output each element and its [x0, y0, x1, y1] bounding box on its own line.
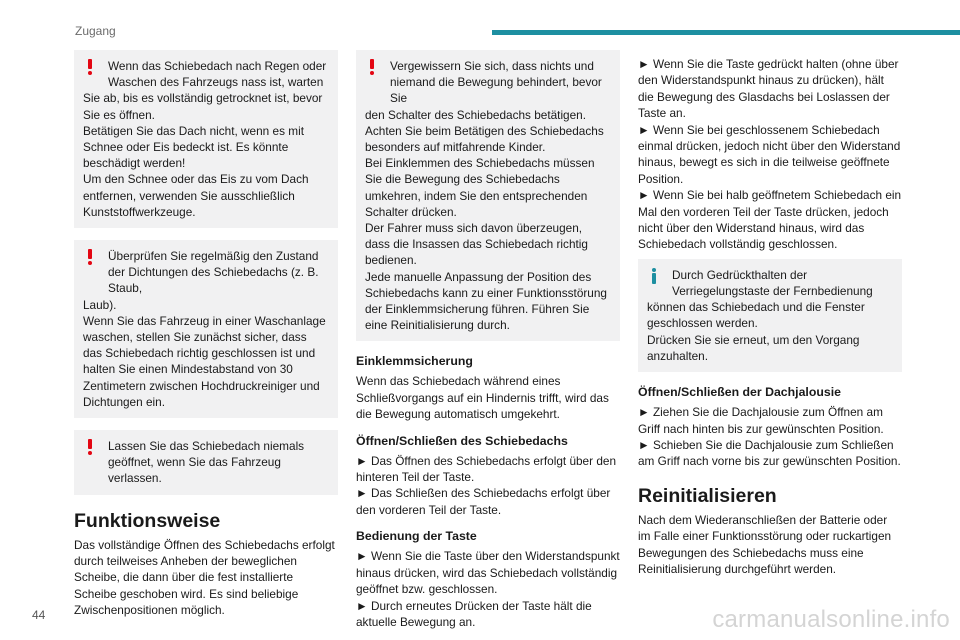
warning-text-first: Lassen Sie das Schiebedach niemals geöffnet, wenn Sie das Fahrzeug verlassen. [108, 439, 305, 486]
info-icon [649, 267, 659, 285]
step-list-jalousie [638, 404, 902, 470]
exclamation-icon [366, 58, 378, 74]
warning-text: Sie ab, bis es vollständig getrocknet ist, bevor Sie es öffnen. Betätigen Sie das Dach nicht, wenn es mit Schnee oder Eis bedeckt ist. Es könnte beschädigt werden! Um den Schnee oder das Eis zu vom Dach entfernen, verwenden Sie ausschließlich Kunststoffwerkzeuge. [83, 91, 323, 219]
warning-text-first: Vergewissern Sie sich, dass nichts und niemand die Bewegung behindert, bevor Sie [390, 59, 602, 106]
subhead-dachjalousie: Öffnen/Schließen der Dachjalousie [638, 385, 841, 400]
exclamation-icon [84, 58, 96, 74]
section-title-reinitialisieren: Reinitialisieren [638, 484, 777, 507]
list-item: ► Wenn Sie bei geschlossenem Schiebedach einmal drücken, jedoch nicht über den Widerstand hinaus, bewegt es sich in die teilweise geöffnete Position. [638, 122, 901, 186]
watermark: carmanualsonline.info [712, 606, 950, 633]
warning-box-leave-open [74, 430, 338, 495]
paragraph-einklemmsicherung: Wenn das Schiebedach während eines Schließvorgangs auf ein Hindernis trifft, wird das die Bewegung automatisch umgekehrt. [356, 374, 609, 422]
warning-text-first: Überprüfen Sie regelmäßig den Zustand der Dichtungen des Schiebedachs (z. B. Staub, [108, 249, 319, 296]
info-box-remote [638, 259, 902, 372]
list-item: ► Durch erneutes Drücken der Taste hält die aktuelle Bewegung an. [356, 598, 592, 629]
section-title-funktionsweise: Funktionsweise [74, 509, 221, 532]
info-text-first: Durch Gedrückthalten der Verriegelungstaste der Fernbedienung [672, 267, 873, 299]
warning-box-wet-roof [74, 50, 338, 228]
list-item: ► Das Schließen des Schiebedachs erfolgt über den vorderen Teil der Taste. [356, 486, 611, 517]
warning-text: den Schalter des Schiebedachs betätigen. Achten Sie beim Betätigen des Schiebedachs besonders auf mitfahrende Kinder. Bei Einklemmen des Schiebedachs müssen Sie die Bewegung des Schiebedachs umkehren, indem Sie den entsprechenden Schalter drücken. Der Fahrer muss sich davon überzeugen, dass die Insassen das Schiebedach richtig bedienen. Jede manuelle Anpassung der Position des Schiebedachs kann zu einer Funktionsstörung der Einklemmsicherung führen. Führen Sie eine Reinitialisierung durch. [365, 107, 607, 333]
column-3 [638, 50, 902, 581]
exclamation-icon [84, 248, 96, 264]
warning-box-seals [74, 240, 338, 418]
step-list-oeffnen [356, 453, 620, 519]
warning-text: Laub). Wenn Sie das Fahrzeug in einer Waschanlage waschen, stellen Sie zunächst sicher, dass das Schiebedach richtig geschlossen ist und halten Sie einen Mindestabstand von 30 Zentimetern zwischen Hochdruckreiniger und Dichtungen ein. [83, 297, 326, 409]
info-text: können das Schiebedach und die Fenster geschlossen werden. Drücken Sie sie erneut, um den Vorgang anzuhalten. [647, 300, 865, 363]
list-item: ► Wenn Sie die Taste über den Widerstandspunkt hinaus drücken, wird das Schiebedach vollständig geöffnet bzw. geschlossen. [356, 549, 620, 597]
running-header: Zugang [75, 24, 116, 38]
paragraph-reinitialisieren: Nach dem Wiederanschließen der Batterie oder im Falle einer Funktionsstörung oder ruckartigen Bewegungen des Schiebedachs muss eine Reinitialisierung durchgeführt werden. [638, 512, 892, 576]
warning-text-first: Wenn das Schiebedach nach Regen oder Waschen des Fahrzeugs nass ist, warten [108, 59, 327, 90]
list-item: ► Wenn Sie die Taste gedrückt halten (ohne über den Widerstandspunkt hinaus zu drücken), hält die Bewegung des Glasdachs bei Loslassen der Taste an. [638, 57, 899, 121]
list-item: ► Das Öffnen des Schiebedachs erfolgt über den hinteren Teil der Taste. [356, 453, 617, 485]
page-number: 44 [32, 608, 46, 622]
column-1 [74, 50, 338, 623]
warning-box-obstruction [356, 50, 620, 341]
paragraph-funktionsweise: Das vollständige Öffnen des Schiebedachs erfolgt durch teilweises Anheben der beweglichen Scheibe, die dann über die fest installierte Scheibe geschoben wird. Es sind beliebige Zwischenpositionen möglich. [74, 537, 335, 618]
subhead-oeffnen-schliessen: Öffnen/Schließen des Schiebedachs [356, 433, 568, 448]
list-item: ► Ziehen Sie die Dachjalousie zum Öffnen am Griff nach hinten bis zur gewünschten Position. [638, 405, 884, 436]
list-item: ► Wenn Sie bei halb geöffnetem Schiebedach ein Mal den vorderen Teil der Taste drücken, jedoch nicht über den Widerstand hinaus, wird das Schiebedach vollständig geschlossen. [638, 188, 902, 252]
column-2 [356, 50, 620, 634]
subhead-bedienung: Bedienung der Taste [356, 529, 477, 544]
step-list-taste [638, 56, 902, 253]
step-list-bedienung [356, 548, 620, 630]
subhead-einklemmsicherung: Einklemmsicherung [356, 354, 473, 369]
header-accent-bar [492, 30, 960, 35]
exclamation-icon [84, 438, 96, 454]
list-item: ► Schieben Sie die Dachjalousie zum Schließen am Griff nach vorne bis zur gewünschten Position. [638, 437, 901, 469]
